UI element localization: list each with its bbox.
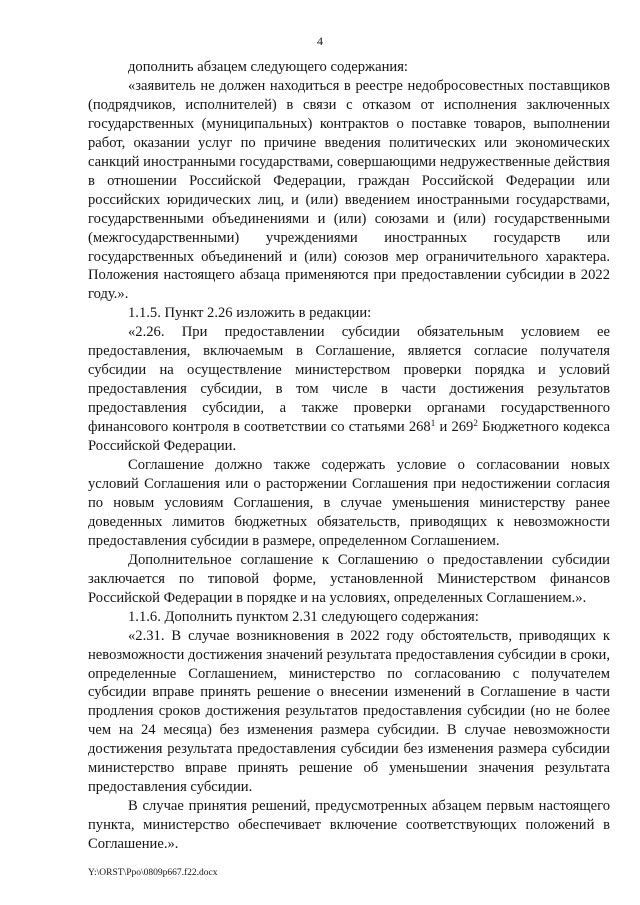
paragraph: Дополнительное соглашение к Соглашению о предоставлении субсидии заключается по типовой форме, установленной Министерством финансов Российской Федерации в порядке и на условиях, определенных Соглашением.». [88, 551, 610, 606]
text-run: «2.26. При предоставлении субсидии обязательным условием ее предоставления, включаемым в Соглашение, является согласие получателя субсидии на осуществление министерством проверки порядка и условий предоставления субсидии, в том числе в части достижения результатов предоставления субсидии, а также проверки органами государственного финансового контроля в соответствии со статьями 268 [88, 324, 610, 436]
paragraph: 1.1.5. Пункт 2.26 изложить в редакции: [128, 305, 372, 322]
document-body [88, 58, 610, 854]
paragraph: «заявитель не должен находиться в реестре недобросовестных поставщиков (подрядчиков, исполнителей) в связи с отказом от исполнения заключенных государственных (муниципальных) контрактов о поставке товаров, выполнении работ, оказании услуг по причине введения политических или экономических санкций иностранными государствами, совершающими недружественные действия в отношении Российской Федерации, граждан Российской Федерации или российских юридических лиц, и (или) введением иностранными государствами, государственными объединениями и (или) союзами и (или) государственными (межгосударственными) учреждениями иностранных государств или государственных объединений и (или) союзов мер ограничительного характера. Положения настоящего абзаца применяются при предоставлении субсидии в 2022 году.». [88, 77, 610, 303]
paragraph: Соглашение должно также содержать условие о согласовании новых условий Соглашения или о расторжении Соглашения при недостижении согласия по новым условиям Соглашения, в случае уменьшения министерству ранее доведенных лимитов бюджетных обязательств, приводящих к невозможности предоставления субсидии в размере, определенном Соглашением. [88, 457, 610, 549]
paragraph: дополнить абзацем следующего содержания: [128, 59, 408, 75]
paragraph-2-26 [88, 323, 610, 456]
file-path-footer: Y:\ORST\Ppo\0809p667.f22.docx [88, 868, 218, 878]
superscript: 1 [430, 418, 436, 429]
paragraph: «2.31. В случае возникновения в 2022 году обстоятельств, приводящих к невозможности достижения значений результата предоставления субсидии в сроки, определенные Соглашением, министерство по согласованию с получателем субсидии вправе принять решение о внесении изменений в Соглашение в части продления сроков достижения результатов предоставления субсидии (но не более чем на 24 месяца) без изменения размера субсидии. В случае невозможности достижения результата предоставления субсидии без изменения размера субсидии министерство вправе принять решение об уменьшении значения результата предоставления субсидии. [88, 627, 610, 796]
page-number: 4 [317, 34, 323, 48]
paragraph: В случае принятия решений, предусмотренных абзацем первым настоящего пункта, министерство обеспечивает включение соответствующих положений в Соглашение.». [88, 798, 610, 853]
text-run: и 269 [435, 419, 474, 436]
paragraph: 1.1.6. Дополнить пунктом 2.31 следующего содержания: [128, 608, 479, 625]
text-run: Бюджетного кодекса Российской Федерации. [88, 419, 610, 455]
superscript: 2 [473, 418, 478, 429]
